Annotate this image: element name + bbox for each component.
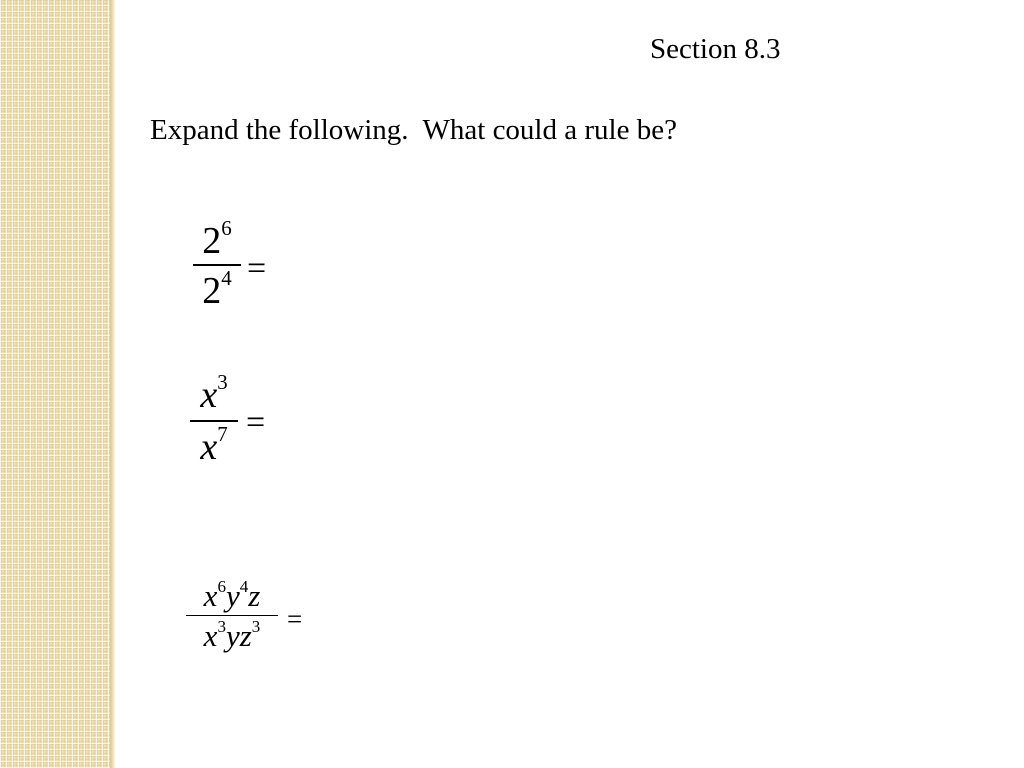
exponent: 7 xyxy=(217,422,228,447)
base: x xyxy=(203,618,218,653)
fraction-powers-of-two xyxy=(193,216,241,312)
base: z xyxy=(239,618,252,653)
equals-sign: = xyxy=(246,404,266,441)
denominator xyxy=(202,266,232,312)
exponent: 3 xyxy=(217,616,226,636)
base: 2 xyxy=(202,270,222,312)
equals-sign: = xyxy=(247,250,267,287)
section-title: Section 8.3 xyxy=(650,33,781,65)
exponent: 6 xyxy=(221,216,232,241)
base: x xyxy=(203,578,218,613)
side-band-edge xyxy=(110,0,115,768)
equals-sign: = xyxy=(287,604,303,634)
decorative-side-band xyxy=(0,0,110,768)
fraction-multivariable xyxy=(186,576,278,653)
denominator xyxy=(203,616,261,653)
fraction-bar xyxy=(193,264,241,266)
base: 2 xyxy=(202,220,222,262)
base: y xyxy=(225,578,240,613)
exponent: 6 xyxy=(217,576,226,596)
fraction-powers-of-x xyxy=(190,370,238,468)
prompt-text: Expand the following. What could a rule be? xyxy=(150,114,677,146)
fraction-bar xyxy=(186,615,278,616)
numerator xyxy=(202,216,232,262)
base: y xyxy=(225,618,240,653)
base: x xyxy=(200,426,218,468)
base: z xyxy=(248,578,261,613)
exponent: 3 xyxy=(251,616,261,636)
exponent: 4 xyxy=(239,576,249,596)
exponent: 4 xyxy=(221,266,232,291)
denominator xyxy=(200,422,228,468)
numerator xyxy=(200,370,228,416)
numerator xyxy=(203,576,261,613)
exponent: 3 xyxy=(217,370,228,395)
base: x xyxy=(200,374,218,416)
fraction-bar xyxy=(190,420,238,422)
